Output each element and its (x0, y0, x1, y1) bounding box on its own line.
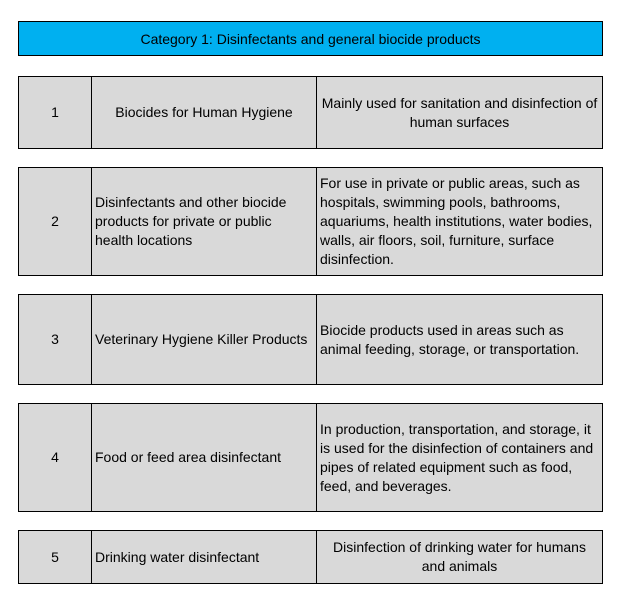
row-number: 2 (51, 213, 59, 229)
row-name: Drinking water disinfectant (91, 531, 316, 583)
row-number: 5 (51, 548, 59, 565)
row-name: Disinfectants and other biocide products for private or public health locations (91, 168, 316, 275)
row-number: 4 (51, 449, 59, 465)
row-name: Biocides for Human Hygiene (91, 77, 316, 148)
row-name: Food or feed area disinfectant (91, 404, 316, 511)
row-number: 1 (51, 104, 59, 120)
row-description: Disinfection of drinking water for humans and animals (316, 531, 602, 583)
category-title: Category 1: Disinfectants and general biocide products (140, 30, 481, 47)
table-row (18, 403, 603, 512)
row-description: For use in private or public areas, such as hospitals, swimming pools, bathrooms, aquariums, health institutions, water bodies, walls, air floors, soil, furniture, surface disinfection. (316, 168, 602, 275)
row-name: Veterinary Hygiene Killer Products (91, 295, 316, 384)
category-header (18, 21, 603, 56)
row-description: Mainly used for sanitation and disinfection of human surfaces (316, 77, 602, 148)
row-number: 3 (51, 331, 59, 347)
table-row (18, 167, 603, 276)
table-row (18, 76, 603, 149)
row-description: Biocide products used in areas such as animal feeding, storage, or transportation. (316, 295, 602, 384)
row-description: In production, transportation, and storage, it is used for the disinfection of containers and pipes of related equipment such as food, feed, and beverages. (316, 404, 602, 511)
table-row (18, 294, 603, 385)
table-row (18, 530, 603, 584)
